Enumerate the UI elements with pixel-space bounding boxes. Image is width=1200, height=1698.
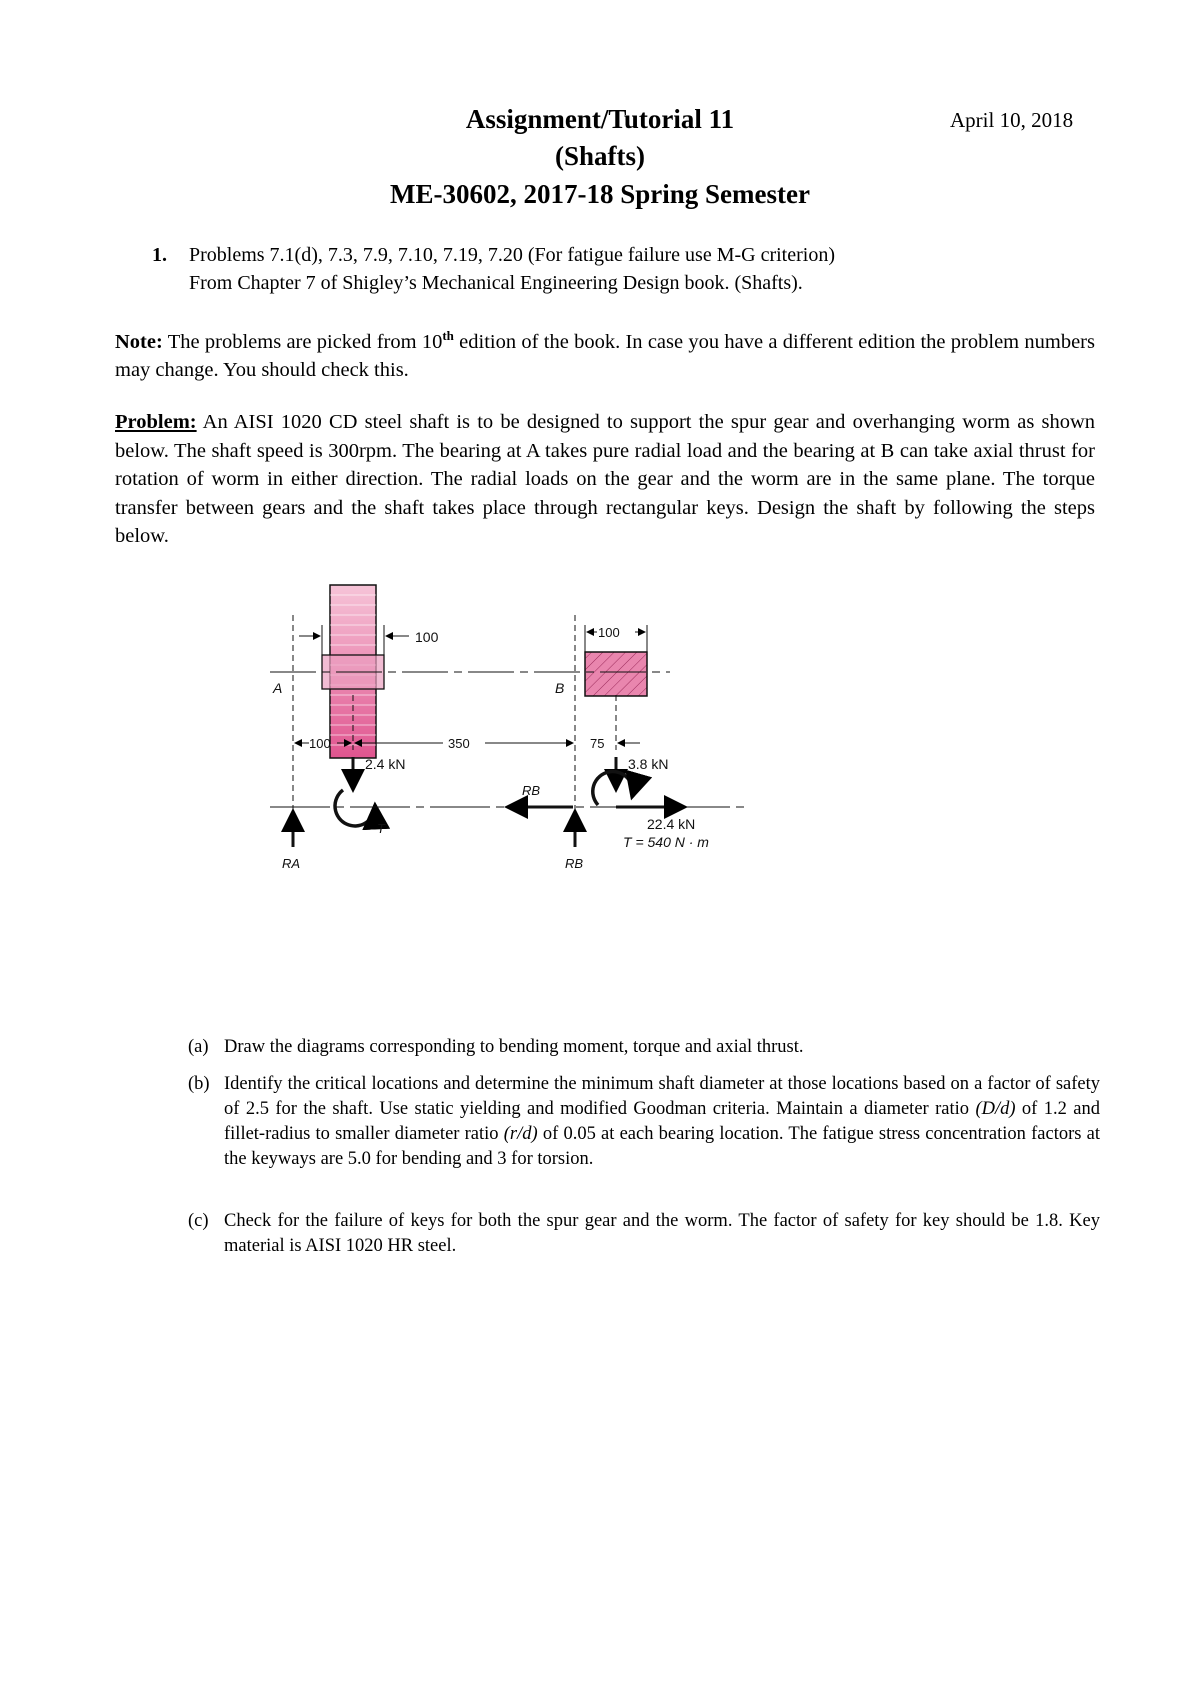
part-b-label: (b): [188, 1074, 210, 1094]
item-1-line-2: From Chapter 7 of Shigley’s Mechanical Engineering Design book. (Shafts).: [189, 272, 803, 294]
shaft-diagram: [273, 585, 845, 965]
dim-worm-width: 100: [598, 625, 620, 640]
worm-torque-label: T = 540 N · m: [623, 834, 709, 850]
note-label: Note:: [115, 330, 163, 353]
problem-paragraph: [115, 408, 1095, 551]
rb-label: RB: [565, 856, 584, 871]
note-paragraph: [115, 322, 1095, 385]
part-b-ratio-d: (D/d): [975, 1099, 1016, 1119]
problem-text: An AISI 1020 CD steel shaft is to be designed to support the spur gear and overhanging worm as shown below. The shaft speed is 300rpm. The bearing at A takes pure radial load and the bearing at B can take axial thrust for rotation of worm in either direction. The radial loads on the gear and the worm are in the same plane. The torque transfer between gears and the shaft takes place through rectangular keys. Design the shaft by following the steps below.: [115, 411, 1095, 547]
item-1-line-1: Problems 7.1(d), 7.3, 7.9, 7.10, 7.19, 7.20 (For fatigue failure use M-G criterion): [189, 244, 835, 266]
date: April 10, 2018: [950, 108, 1074, 132]
item-1-number: 1.: [152, 244, 167, 266]
part-a-text: Draw the diagrams corresponding to bending moment, torque and axial thrust.: [224, 1037, 804, 1057]
worm-load-label: 3.8 kN: [628, 756, 669, 772]
note-text-b: edition of the book. In case you have a different edition the problem numbers may change. You should check this.: [115, 330, 1095, 382]
worm-axial-label: 22.4 kN: [647, 816, 696, 832]
dim-b-to-worm: 75: [590, 736, 605, 751]
gear-load-label: 2.4 kN: [365, 756, 406, 772]
part-b-ratio-r: (r/d): [503, 1124, 538, 1144]
ra-label: RA: [282, 856, 301, 871]
part-a-label: (a): [188, 1037, 209, 1057]
part-c-label: (c): [188, 1211, 209, 1231]
note-superscript: th: [442, 328, 454, 343]
part-b-text-a: Identify the critical locations and determine the minimum shaft diameter at those locations based on a factor of safety of 2.5 for the shaft. Use static yielding and modified Goodman criteria. Maintain a diameter ratio: [224, 1074, 1100, 1119]
part-b-text: [224, 1072, 1100, 1172]
problem-label: Problem:: [115, 411, 197, 433]
label-bearing-b: B: [555, 680, 565, 696]
title-line-2: (Shafts): [554, 141, 645, 171]
part-b-text-c: of 0.05 at each bearing location. The fatigue stress concentration factors at the keyways are 5.0 for bending and 3 for torsion.: [224, 1124, 1100, 1169]
title-line-3: ME-30602, 2017-18 Spring Semester: [390, 179, 810, 209]
dim-gear-to-b: 350: [448, 736, 470, 751]
gear-torque-arrow: [335, 790, 375, 826]
rb-axial-label: RB: [522, 783, 541, 798]
worm-torque-arrow: [593, 772, 633, 805]
part-b-text-b: of 1.2 and fillet-radius to smaller diameter ratio: [224, 1099, 1101, 1144]
part-c-text: Check for the failure of keys for both the spur gear and the worm. The factor of safety for key should be 1.8. Key material is AISI 1020 HR steel.: [224, 1211, 1100, 1256]
dim-gear-width: 100: [415, 629, 439, 645]
worm: [585, 652, 647, 696]
title-line-1: Assignment/Tutorial 11: [465, 104, 735, 134]
gear-torque-label: T: [377, 821, 385, 836]
note-text-a: The problems are picked from 10: [167, 330, 443, 353]
label-bearing-a: A: [273, 680, 283, 696]
dim-a-to-gear: 100: [309, 736, 331, 751]
